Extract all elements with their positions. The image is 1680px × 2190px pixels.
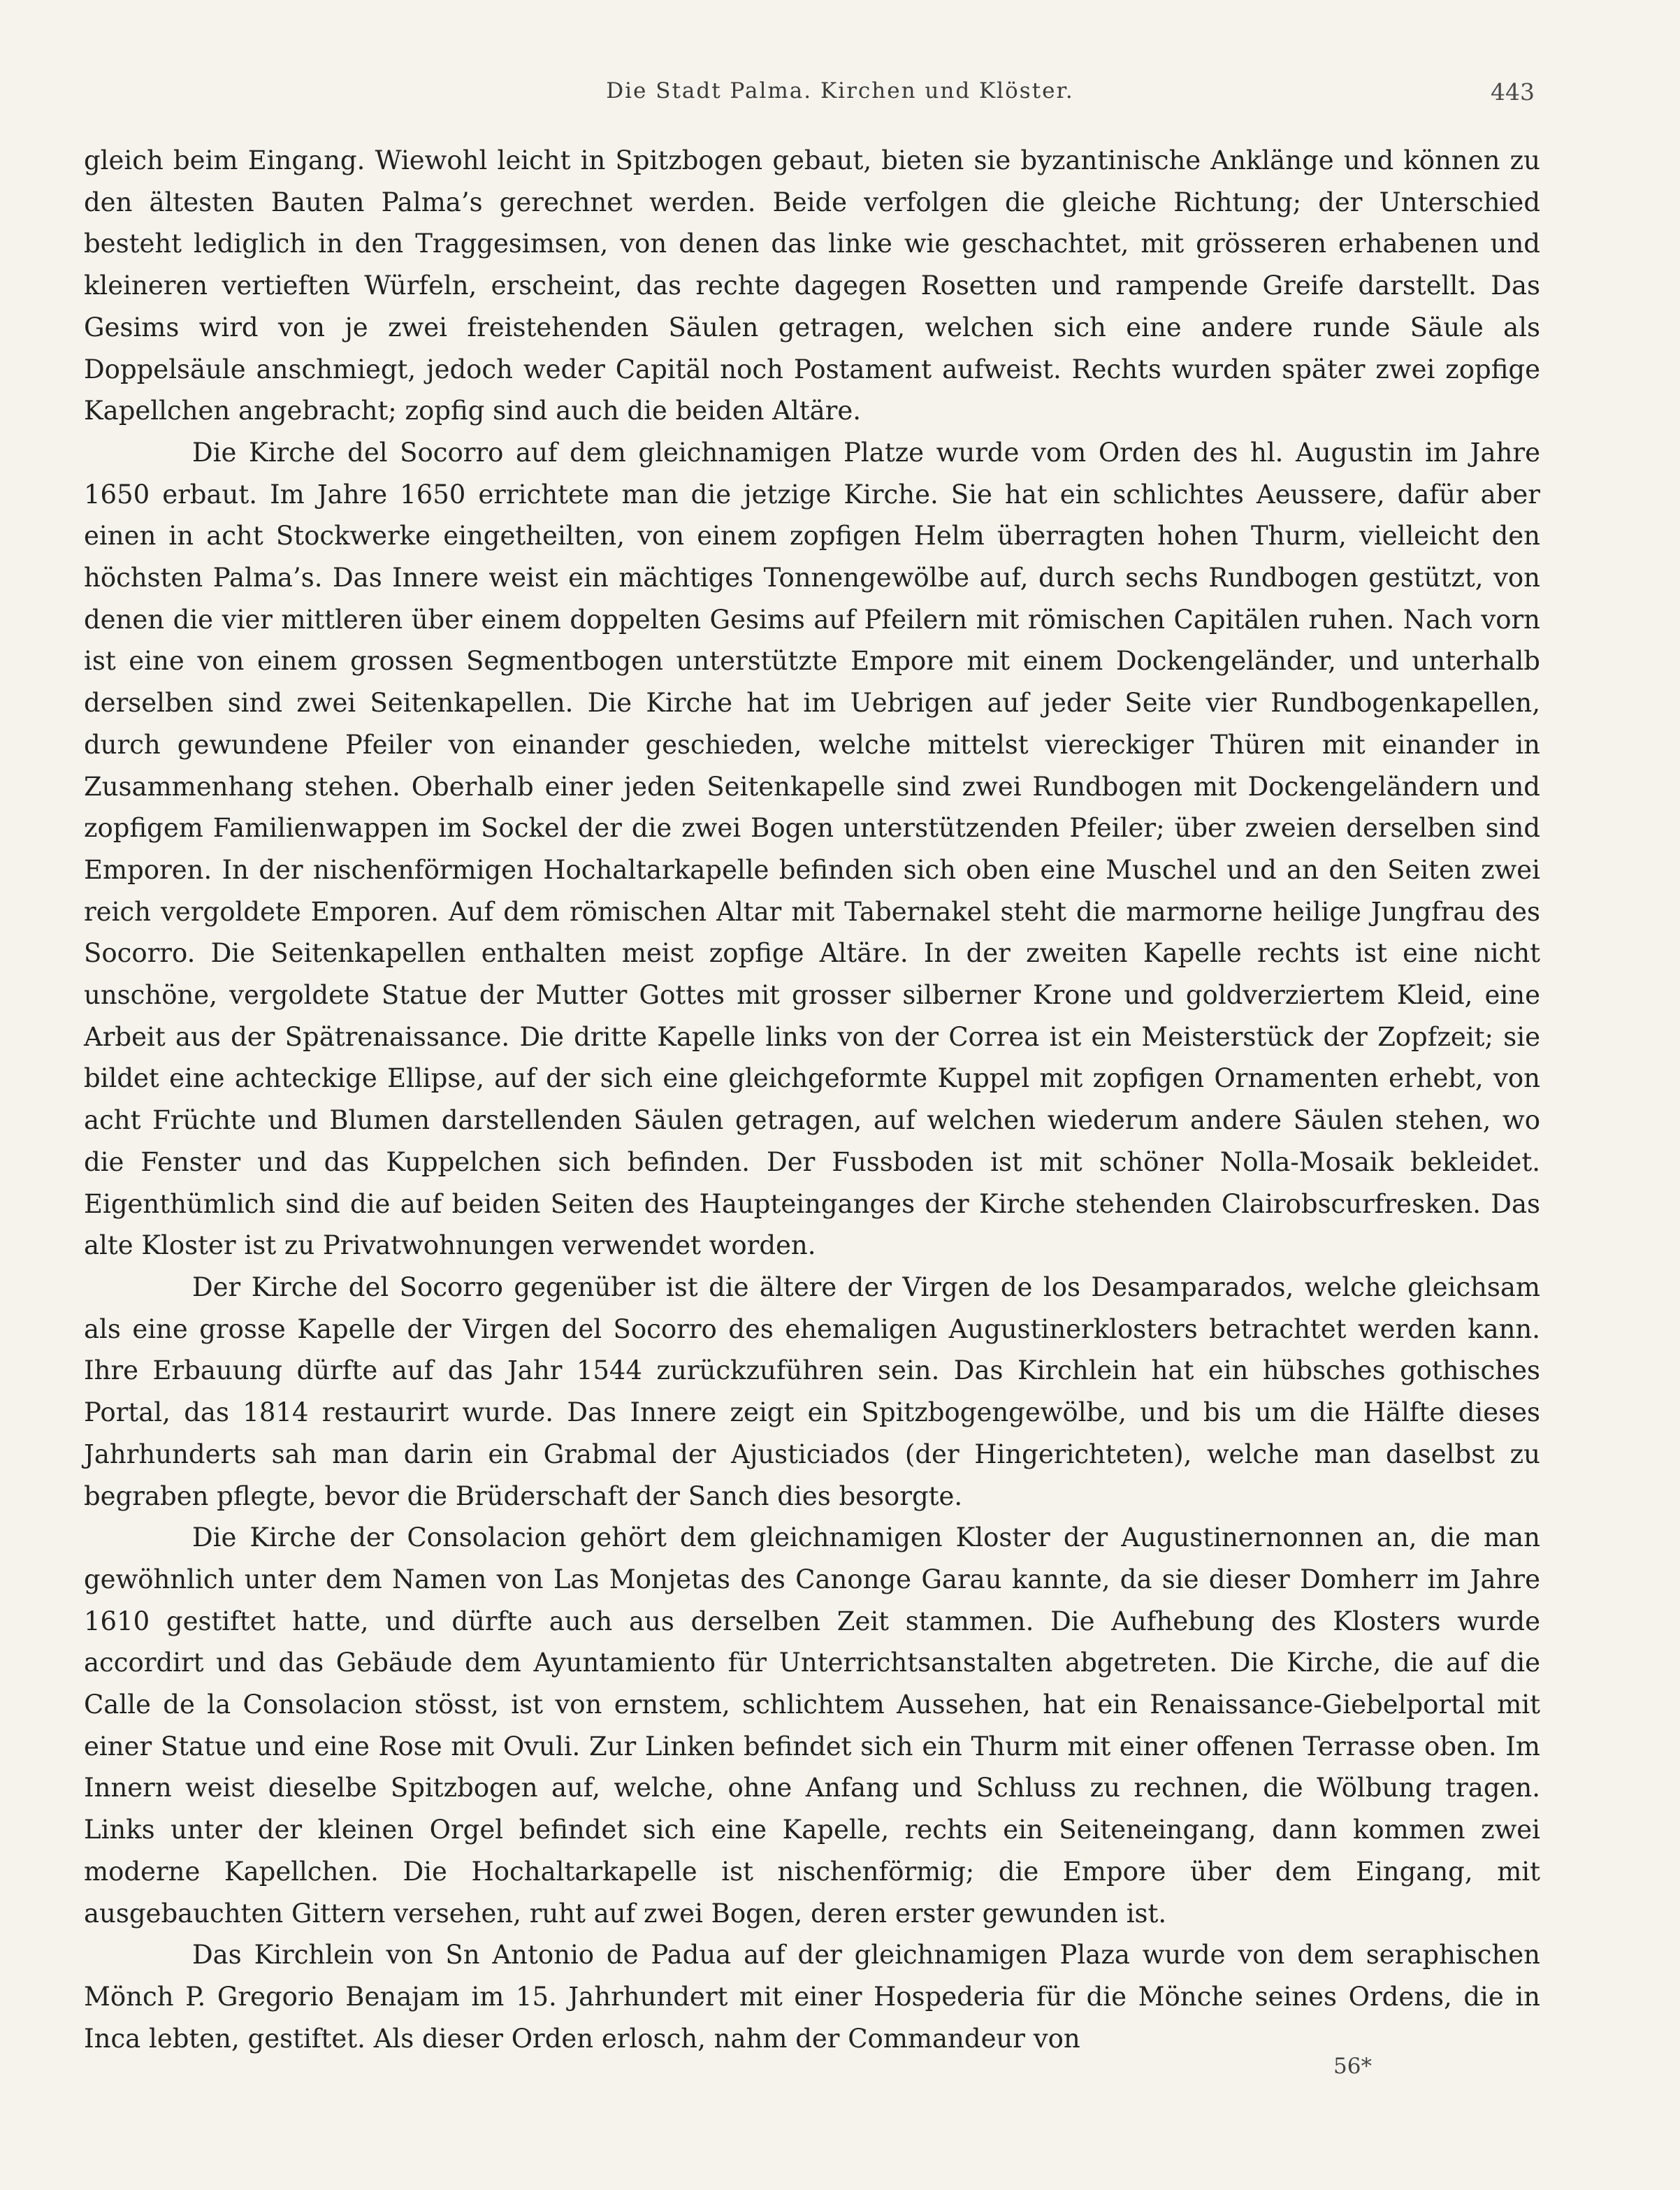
running-head xyxy=(0,78,1680,113)
paragraph: gleich beim Eingang. Wiewohl leicht in Spitzbogen gebaut, bieten sie byzantinische Anklänge und können zu den ältesten Bauten Palma’s gerechnet werden. Beide verfolgen die gleiche Richtung; der Unterschied besteht lediglich in den Traggesimsen, von denen das linke wie geschachtet, mit grösseren erhabenen und kleineren vertieften Würfeln, erscheint, das rechte dagegen Rosetten und rampende Greife darstellt. Das Gesims wird von je zwei freistehenden Säulen getragen, welchen sich eine andere runde Säule als Doppelsäule anschmiegt, jedoch weder Capitäl noch Postament aufweist. Rechts wurden später zwei zopfige Kapellchen angebracht; zopfig sind auch die beiden Altäre. xyxy=(84,145,1540,426)
paragraph: Das Kirchlein von Sn Antonio de Padua auf der gleichnamigen Plaza wurde von dem seraphischen Mönch P. Gregorio Benajam im 15. Jahrhundert mit einer Hospederia für die Mönche seines Ordens, die in Inca lebten, gestiftet. Als dieser Orden erlosch, nahm der Commandeur von xyxy=(84,1940,1540,2054)
page-number: 443 xyxy=(1491,78,1535,106)
paragraph: Der Kirche del Socorro gegenüber ist die ältere der Virgen de los Desamparados, welche gleichsam als eine grosse Kapelle der Virgen del Socorro des ehemaligen Augustinerklosters betrachtet werden kann. Ihre Erbauung dürfte auf das Jahr 1544 zurückzuführen sein. Das Kirchlein hat ein hübsches gothisches Portal, das 1814 restaurirt wurde. Das Innere zeigt ein Spitzbogengewölbe, und bis um die Hälfte dieses Jahrhunderts sah man darin ein Grabmal der Ajusticiados (der Hingerichteten), welche man daselbst zu begraben pflegte, bevor die Brüderschaft der Sanch dies besorgte. xyxy=(84,1272,1540,1511)
paragraph: Die Kirche del Socorro auf dem gleichnamigen Platze wurde vom Orden des hl. Augustin im Jahre 1650 erbaut. Im Jahre 1650 errichtete man die jetzige Kirche. Sie hat ein schlichtes Aeussere, dafür aber einen in acht Stockwerke eingetheilten, von einem zopfigen Helm überragten hohen Thurm, vielleicht den höchsten Palma’s. Das Innere weist ein mächtiges Tonnengewölbe auf, durch sechs Rundbogen gestützt, von denen die vier mittleren über einem doppelten Gesims auf Pfeilern mit römischen Capitälen ruhen. Nach vorn ist eine von einem grossen Segmentbogen unterstützte Empore mit einem Dockengeländer, und unterhalb derselben sind zwei Seitenkapellen. Die Kirche hat im Uebrigen auf jeder Seite vier Rundbogenkapellen, durch gewundene Pfeiler von einander geschieden, welche mittelst viereckiger Thüren mit einander in Zusammenhang stehen. Oberhalb einer jeden Seitenkapelle sind zwei Rundbogen mit Dockengeländern und zopfigem Familienwappen im Sockel der die zwei Bogen unterstützenden Pfeiler; über zweien derselben sind Emporen. In der nischenförmigen Hochaltarkapelle befinden sich oben eine Muschel und an den Seiten zwei reich vergoldete Emporen. Auf dem römischen Altar mit Tabernakel steht die marmorne heilige Jungfrau des Socorro. Die Seitenkapellen enthalten meist zopfige Altäre. In der zweiten Kapelle rechts ist eine nicht unschöne, vergoldete Statue der Mutter Gottes mit grosser silberner Krone und goldverziertem Kleid, eine Arbeit aus der Spätrenaissance. Die dritte Kapelle links von der Correa ist ein Meisterstück der Zopfzeit; sie bildet eine achteckige Ellipse, auf der sich eine gleichgeformte Kuppel mit zopfigen Ornamenten erhebt, von acht Früchte und Blumen darstellenden Säulen getragen, auf welchen wiederum andere Säulen stehen, wo die Fenster und das Kuppelchen sich befinden. Der Fussboden ist mit schöner Nolla-Mosaik bekleidet. Eigenthümlich sind die auf beiden Seiten des Haupteinganges der Kirche stehenden Clairobscurfresken. Das alte Kloster ist zu Privatwohnungen verwendet worden. xyxy=(84,437,1540,1261)
body-text xyxy=(84,140,1540,2059)
paragraph: Die Kirche der Consolacion gehört dem gleichnamigen Kloster der Augustinernonnen an, die man gewöhnlich unter dem Namen von Las Monjetas des Canonge Garau kannte, da sie dieser Domherr im Jahre 1610 gestiftet hatte, und dürfte auch aus derselben Zeit stammen. Die Aufhebung des Klosters wurde accordirt und das Gebäude dem Ayuntamiento für Unterrichtsanstalten abgetreten. Die Kirche, die auf die Calle de la Consolacion stösst, ist von ernstem, schlichtem Aussehen, hat ein Renaissance-Giebelportal mit einer Statue und eine Rose mit Ovuli. Zur Linken befindet sich ein Thurm mit einer offenen Terrasse oben. Im Innern weist dieselbe Spitzbogen auf, welche, ohne Anfang und Schluss zu rechnen, die Wölbung tragen. Links unter der kleinen Orgel befindet sich eine Kapelle, rechts ein Seiteneingang, dann kommen zwei moderne Kapellchen. Die Hochaltarkapelle ist nischenförmig; die Empore über dem Eingang, mit ausgebauchten Gittern versehen, ruht auf zwei Bogen, deren erster gewunden ist. xyxy=(84,1522,1540,1929)
signature-mark: 56* xyxy=(1333,2054,1372,2079)
running-title: Die Stadt Palma. Kirchen und Klöster. xyxy=(606,78,1074,103)
